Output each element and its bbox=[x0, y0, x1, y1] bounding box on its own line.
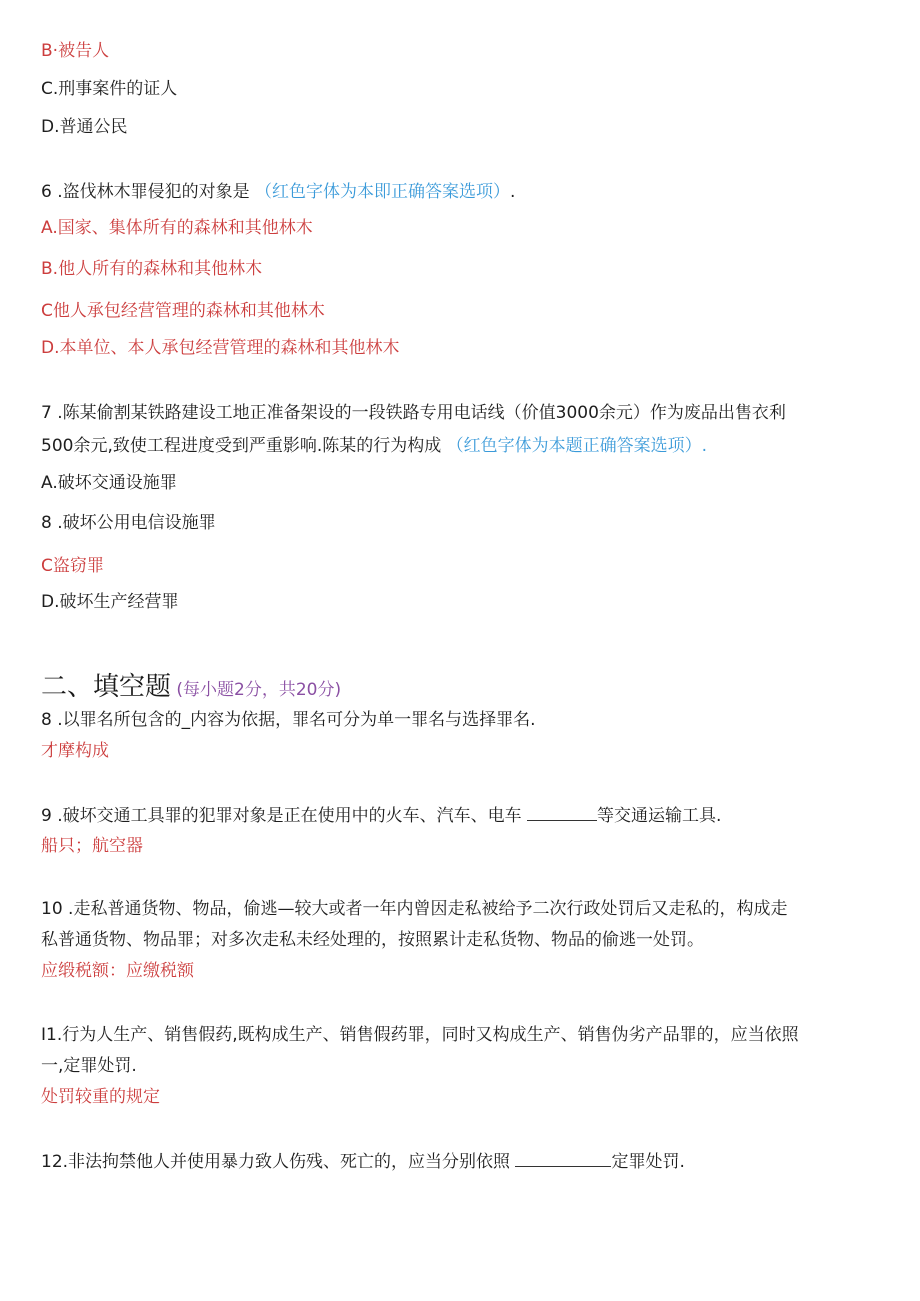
q7-option-c: C盗窃罪 bbox=[41, 556, 104, 576]
q6-hint: （红色字体为本即正确答案选项） bbox=[255, 182, 511, 202]
fill-12-question bbox=[41, 1150, 685, 1173]
q6-option-b: B.他人所有的森林和其他林木 bbox=[41, 259, 263, 279]
fill-12-text-after: 定罪处罚. bbox=[611, 1152, 685, 1172]
q7-option-a: A.破坏交通设施罪 bbox=[41, 473, 177, 493]
fill-9-blank bbox=[527, 804, 597, 821]
fill-11-line1: I1.行为人生产、销售假药,既构成生产、销售假药罪，同时又构成生产、销售伪劣产品罪的，应当依照 bbox=[41, 1025, 799, 1045]
fill-9-text-after: 等交通运输工具. bbox=[597, 806, 722, 826]
q7-option-d: D.破坏生产经营罪 bbox=[41, 592, 179, 612]
fill-9-text-before: 9 .破坏交通工具罪的犯罪对象是正在使用中的火车、汽车、电车 bbox=[41, 806, 528, 826]
q6-tail: . bbox=[510, 182, 516, 202]
q6-number: 6 bbox=[41, 182, 52, 202]
section-heading bbox=[41, 672, 341, 702]
fill-12-text-before: 12.非法拘禁他人并使用暴力致人伤残、死亡的，应当分别依照 bbox=[41, 1152, 516, 1172]
section-title: 二、填空题 bbox=[41, 672, 172, 702]
fill-12-blank bbox=[515, 1150, 611, 1167]
fill-9-question bbox=[41, 804, 721, 827]
q5-option-d: D.普通公民 bbox=[41, 117, 128, 137]
fill-8-answer: 才摩构成 bbox=[41, 741, 109, 761]
fill-8-question: 8 .以罪名所包含的_内容为依据，罪名可分为单一罪名与选择罪名. bbox=[41, 710, 536, 730]
q6-stem-text: .盗伐林木罪侵犯的对象是 bbox=[51, 182, 250, 202]
fill-10-line2: 私普通货物、物品罪；对多次走私未经处理的，按照累计走私货物、物品的偷逃一处罚。 bbox=[41, 930, 704, 950]
fill-10-line1: 10 .走私普通货物、物品，偷逃—较大或者一年内曾因走私被给予二次行政处罚后又走私的，构成走 bbox=[41, 899, 788, 919]
q7-stem-text2: 500余元,致使工程进度受到严重影响.陈某的行为构成 bbox=[41, 436, 442, 456]
q7-stem-text1: .陈某偷割某铁路建设工地正准备架设的一段铁路专用电话线（价值3000余元）作为废品出售衣利 bbox=[51, 403, 786, 423]
q7-stem-line1 bbox=[41, 402, 786, 424]
q7-option-b: 8 .破坏公用电信设施罪 bbox=[41, 513, 216, 533]
fill-10-answer: 应缎税额：应缴税额 bbox=[41, 961, 194, 981]
q5-option-c: C.刑事案件的证人 bbox=[41, 79, 178, 99]
q6-stem bbox=[41, 181, 515, 203]
q7-tail: . bbox=[701, 436, 708, 456]
q7-number: 7 bbox=[41, 403, 52, 423]
q6-option-d: D.本单位、本人承包经营管理的森林和其他林木 bbox=[41, 338, 400, 358]
q6-option-c: C他人承包经营管理的森林和其他林木 bbox=[41, 301, 325, 321]
q7-stem-line2 bbox=[41, 435, 707, 457]
fill-9-answer: 船只；航空器 bbox=[41, 836, 143, 856]
section-note: (每小题2分，共20分) bbox=[176, 680, 342, 700]
fill-11-line2: 一,定罪处罚. bbox=[41, 1056, 137, 1076]
q5-option-b: B·被告人 bbox=[41, 41, 110, 61]
q6-option-a: A.国家、集体所有的森林和其他林木 bbox=[41, 218, 313, 238]
q7-hint: （红色字体为本题正确答案选项） bbox=[446, 436, 702, 456]
fill-11-answer: 处罚较重的规定 bbox=[41, 1087, 160, 1107]
